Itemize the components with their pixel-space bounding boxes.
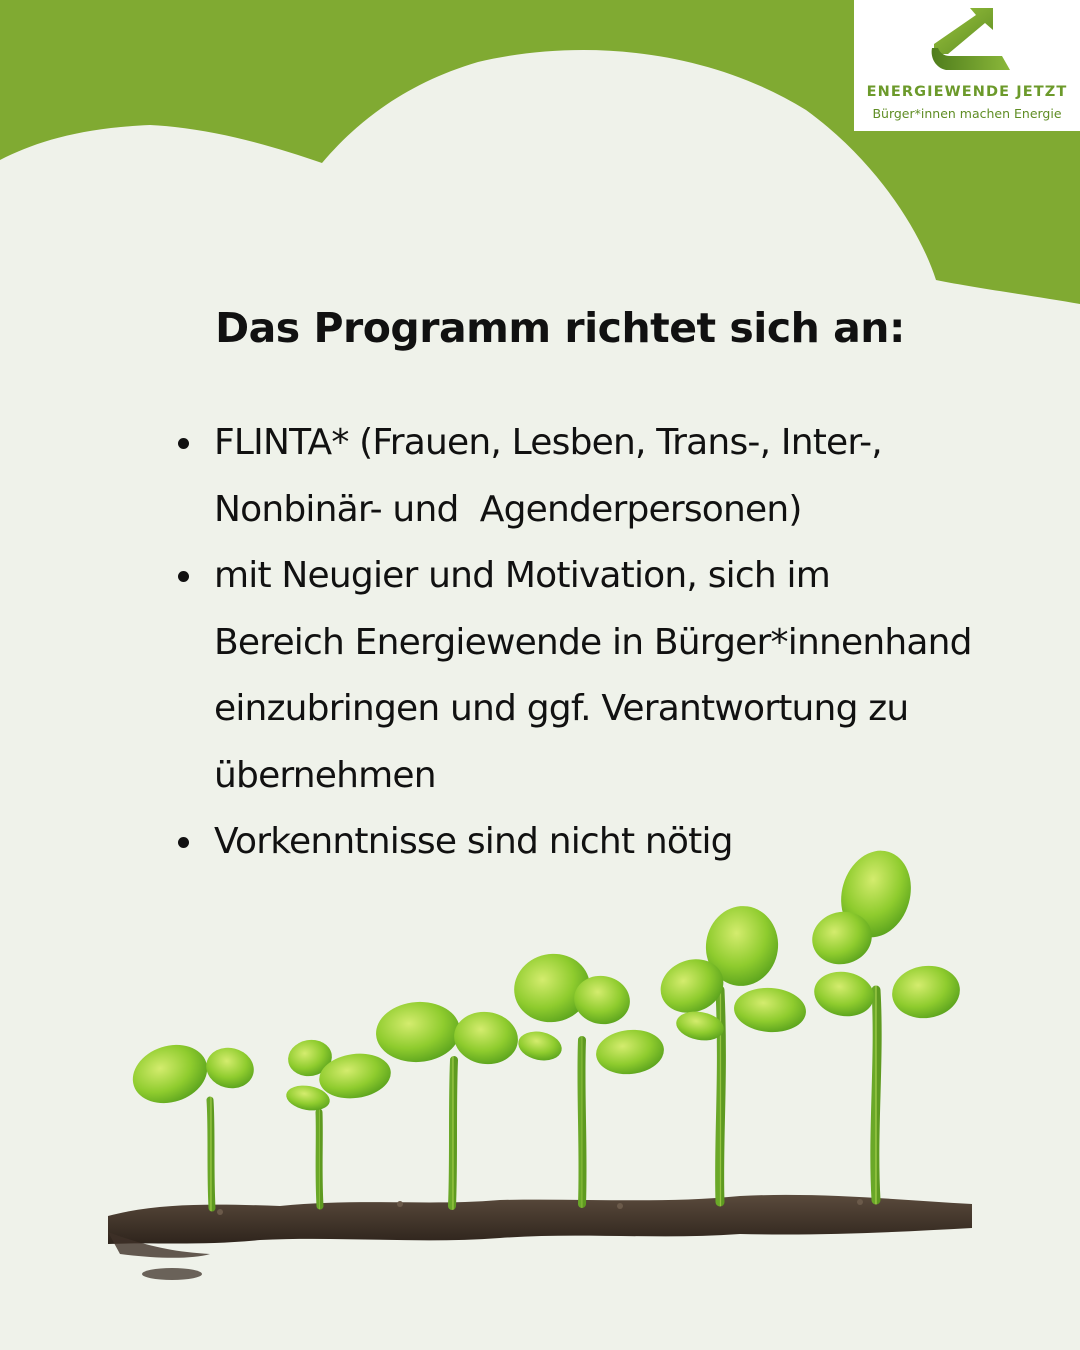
list-item-line: Nonbinär- und Agenderpersonen) [214, 488, 802, 530]
bullet-dot-icon [178, 438, 189, 449]
seedling [807, 842, 964, 1200]
list-item-line: mit Neugier und Motivation, sich im [214, 555, 830, 596]
seedling [653, 901, 807, 1202]
green-arrow-logo-icon [924, 6, 1010, 76]
list-item [178, 543, 1038, 809]
bullet-dot-icon [178, 571, 189, 582]
seedling [284, 1036, 393, 1206]
list-item-line: übernehmen [214, 754, 436, 796]
list-item-line: einzubringen und ggf. Verantwortung zu [214, 688, 909, 729]
logo [854, 0, 1080, 131]
page-title: Das Programm richtet sich an: [215, 304, 905, 352]
list-item-line: Bereich Energiewende in Bürger*innenhand [214, 621, 972, 663]
seedling [508, 947, 666, 1204]
audience-list [178, 410, 1038, 876]
list-item-line: FLINTA* (Frauen, Lesben, Trans-, Inter-, [214, 422, 882, 463]
growing-seedlings-icon [100, 840, 980, 1290]
list-item [178, 410, 1038, 543]
list-item-line: Vorkenntnisse sind nicht nötig [214, 821, 733, 862]
logo-name: ENERGIEWENDE JETZT [866, 84, 1068, 100]
seedling [125, 1036, 258, 1208]
seedling [374, 999, 521, 1206]
soil-strip [108, 1195, 972, 1280]
logo-tagline: Bürger*innen machen Energie [872, 106, 1062, 121]
